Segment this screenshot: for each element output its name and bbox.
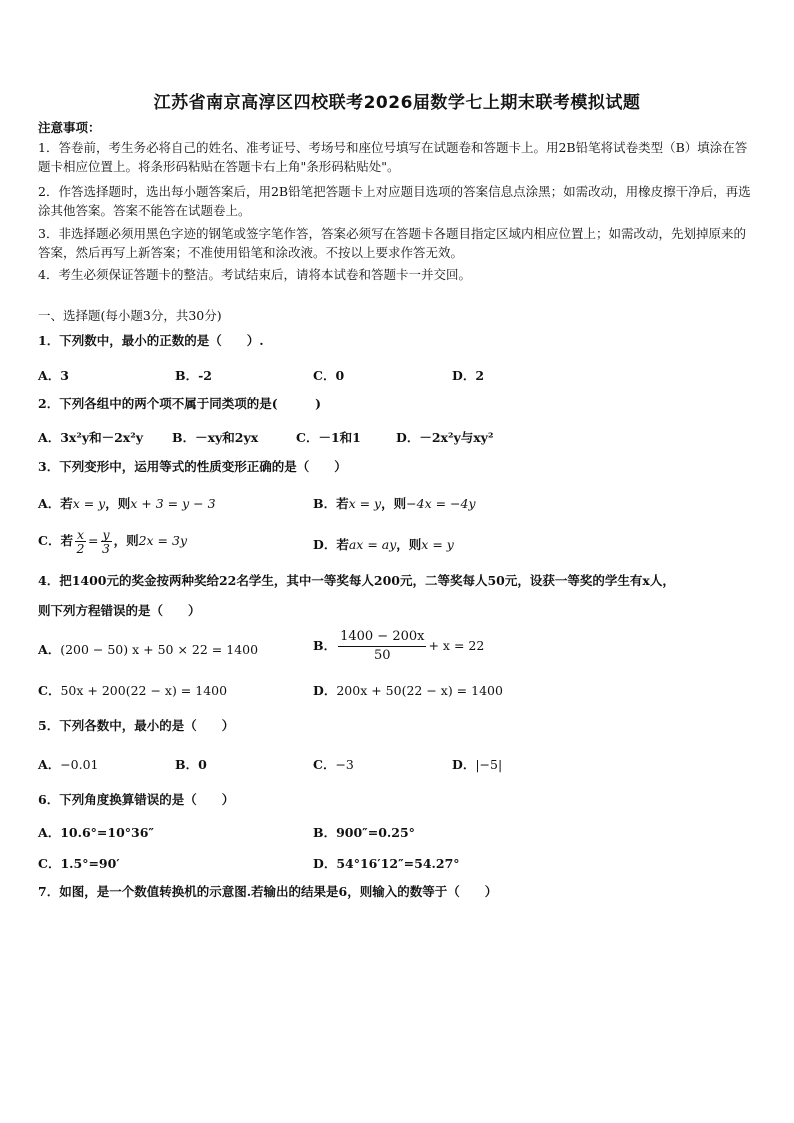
question-1-stem: 1．下列数中，最小的正数的是（ ）. — [38, 333, 264, 348]
q4-d-label: D． — [313, 683, 337, 698]
question-7-stem: 7．如图，是一个数值转换机的示意图.若输出的结果是6，则输入的数等于（ ） — [38, 884, 498, 899]
q6-option-c: C．1.5°=90′ — [38, 856, 120, 871]
q1-option-b: B．-2 — [175, 368, 212, 383]
q6-option-b: B．900″=0.25° — [313, 825, 415, 840]
q1-option-a: A．3 — [38, 368, 69, 383]
q2-option-c: C．－1和1 — [296, 430, 361, 445]
q3-c-denominator-2: 3 — [102, 541, 110, 556]
q3-c-label: C．若 — [38, 533, 73, 548]
q4-option-d — [313, 681, 503, 699]
notice-heading: 注意事项： — [38, 120, 101, 135]
q3-option-b — [313, 494, 476, 512]
notice-item-2: 2．作答选择题时，选出每小题答案后，用2B铅笔把答题卡上对应题目选项的答案信息点涂黑；如需改动，用橡皮擦干净后，再选涂其他答案。答案不能答在试题卷上。 — [38, 184, 751, 218]
q5-a-label: A． — [38, 757, 61, 772]
q3-a-label: A．若 — [38, 496, 73, 511]
q1-option-d: D．2 — [452, 368, 485, 383]
q3-c-equals: = — [88, 533, 99, 548]
q6-option-d: D．54°16′12″=54.27° — [313, 856, 460, 871]
notice-item-1: 1．答卷前，考生务必将自己的姓名、准考证号、考场号和座位号填写在试题卷和答题卡上。用2B铅笔将试卷类型（B）填涂在答题卡相应位置上。将条形码粘贴在答题卡右上角"条形码粘贴处"。 — [38, 140, 748, 174]
q3-c-numerator-2: y — [102, 527, 110, 542]
notice-item-4: 4．考生必须保证答题卡的整洁。考试结束后，请将本试卷和答题卡一并交回。 — [38, 267, 471, 282]
q4-a-label: A． — [38, 642, 61, 657]
question-4-stem-line-2: 则下列方程错误的是（ ） — [38, 603, 201, 618]
q3-c-then: ，则 — [113, 533, 139, 548]
q3-d-then: ，则 — [396, 537, 422, 552]
q4-option-c — [38, 681, 227, 699]
question-3-stem: 3．下列变形中，运用等式的性质变形正确的是（ ） — [38, 459, 347, 474]
q3-a-then: ，则 — [105, 496, 131, 511]
q4-option-a — [38, 640, 258, 658]
q4-b-fraction — [338, 628, 426, 665]
q4-b-denominator: 50 — [374, 648, 391, 663]
notice-item-3: 3．非选择题必须用黑色字迹的钢笔或签字笔作答，答案必须写在答题卡各题目指定区域内相应位置上；如需改动，先划掉原来的答案，然后再写上新答案；不准使用铅笔和涂改液。不按以上要求作答无效。 — [38, 226, 746, 260]
q2-option-b: B．－xy和2yx — [172, 430, 259, 445]
q5-a-value: −0.01 — [60, 757, 99, 772]
question-4-stem-line-1: 4．把1400元的奖金按两种奖给22名学生，其中一等奖每人200元，二等奖每人50元，设获一等奖的学生有x人， — [38, 573, 675, 588]
q3-d-label: D．若 — [313, 537, 349, 552]
q3-b-label: B．若 — [313, 496, 349, 511]
q4-b-label: B． — [313, 638, 337, 653]
q5-d-label: D． — [452, 757, 476, 772]
q3-option-c — [38, 528, 187, 555]
q5-option-d — [452, 755, 502, 773]
q5-option-b: B．0 — [175, 757, 207, 772]
section-heading: 一、选择题(每小题3分，共30分) — [38, 308, 222, 323]
q3-a-condition: x = y — [72, 496, 106, 511]
q4-a-equation: (200 − 50) x + 50 × 22 = 1400 — [60, 642, 259, 657]
q5-option-a — [38, 755, 99, 773]
q3-c-denominator-1: 2 — [76, 541, 85, 556]
q3-option-a — [38, 494, 216, 512]
q5-c-value: −3 — [335, 757, 354, 772]
q3-b-result: −4x = −4y — [406, 496, 476, 511]
q4-c-label: C． — [38, 683, 61, 698]
q4-b-rest: + x = 22 — [428, 638, 485, 653]
page-title: 江苏省南京高淳区四校联考2026届数学七上期末联考模拟试题 — [153, 93, 641, 113]
q5-c-label: C． — [313, 757, 336, 772]
question-5-stem: 5．下列各数中，最小的是（ ） — [38, 718, 235, 733]
q5-option-c — [313, 755, 354, 773]
q4-d-equation: 200x + 50(22 − x) = 1400 — [336, 683, 503, 698]
question-6-stem: 6．下列角度换算错误的是（ ） — [38, 792, 235, 807]
question-2-stem: 2．下列各组中的两个项不属于同类项的是( ) — [38, 396, 322, 411]
q2-option-d: D．－2x²y与xy² — [396, 430, 494, 445]
q4-option-b — [313, 628, 484, 665]
q2-option-a: A．3x²y和－2x²y — [38, 430, 143, 445]
q3-c-numerator-1: x — [76, 527, 85, 542]
q3-c-result: 2x = 3y — [138, 533, 188, 548]
q4-c-equation: 50x + 200(22 − x) = 1400 — [60, 683, 228, 698]
q1-option-c: C．0 — [313, 368, 345, 383]
q3-d-result: x = y — [421, 537, 454, 552]
q5-d-value: |−5| — [475, 757, 503, 772]
q3-b-condition: x = y — [348, 496, 382, 511]
q3-option-d — [313, 535, 454, 553]
q4-b-numerator: 1400 − 200x — [338, 628, 426, 647]
q3-a-result: x + 3 = y − 3 — [130, 496, 216, 511]
q3-c-fraction-2 — [101, 528, 112, 555]
q3-b-then: ，则 — [381, 496, 407, 511]
q6-option-a: A．10.6°=10°36″ — [38, 825, 154, 840]
q3-c-fraction-1 — [75, 528, 86, 555]
q3-d-condition: ax = ay — [348, 537, 397, 552]
